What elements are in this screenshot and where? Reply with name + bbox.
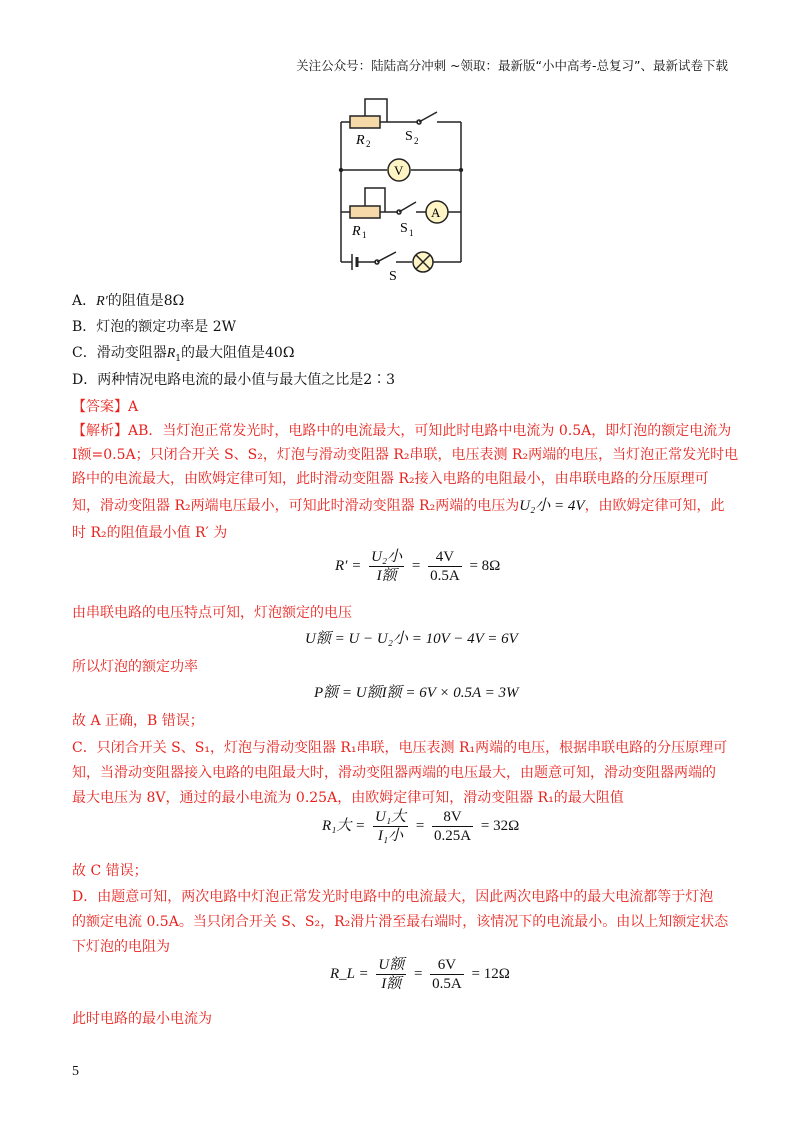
analysis-line-6: 由串联电路的电压特点可知，灯泡额定的电压: [72, 605, 352, 621]
formula-rl: R_L = $\frac{\text{U额}}{\text{I额}}$ = $\frac{6V}{0.5A}$ = 12Ω: [330, 957, 510, 992]
option-c: C．滑动变阻器$R_1$的最大阻值是40Ω: [72, 345, 295, 364]
analysis-line-5: 时 R₂的阻值最小值 R′ 为: [72, 525, 228, 541]
analysis-line-3: 路中的电流最大，由欧姆定律可知，此时滑动变阻器 R₂接入电路的电阻最小，由串联电路的分压原理可: [72, 471, 709, 487]
svg-text:S: S: [400, 221, 408, 236]
formula-r1-max: R₁大 = $\frac{\text{U₁大}}{\text{I₁小}}$ = $\frac{8V}{0.25A}$ = 32Ω: [322, 809, 520, 844]
svg-text:2: 2: [366, 139, 371, 149]
svg-text:R: R: [352, 224, 361, 239]
page-header: 关注公众号：陆陆高分冲刺 ~领取：最新版“小中高考-总复习”、最新试卷下载: [296, 58, 728, 73]
option-d: D．两种情况电路电流的最小值与最大值之比是2∶3: [72, 372, 396, 388]
analysis-c-4: 故 C 错误；: [72, 863, 148, 879]
svg-text:R: R: [356, 133, 365, 148]
analysis-c-3: 最大电压为 8V，通过的最小电流为 0.25A，由欧姆定律可知，滑动变阻器 R₁的最大阻值: [72, 790, 624, 806]
svg-text:1: 1: [362, 230, 367, 240]
resistor-r2: [350, 116, 380, 128]
analysis-line-1: 【解析】AB．当灯泡正常发光时，电路中的电流最大，可知此时电路中电流为 0.5A，即灯泡的额定电流为: [72, 423, 732, 439]
analysis-c-2: 知，当滑动变阻器接入电路的电阻最大时，滑动变阻器两端的电压最大，由题意可知，滑动变阻器两端的: [72, 765, 716, 781]
svg-text:S: S: [405, 129, 413, 144]
svg-text:V: V: [394, 163, 404, 178]
answer: 【答案】A: [72, 399, 139, 415]
svg-text:A: A: [431, 205, 441, 220]
analysis-d-2: 的额定电流 0.5A。当只闭合开关 S、S₂，R₂滑片滑至最右端时，该情况下的电流最小。由以上知额定状态: [72, 914, 729, 930]
svg-text:2: 2: [414, 136, 419, 146]
page-number: 5: [72, 1064, 79, 1079]
resistor-r1: [350, 206, 380, 218]
option-a: A．R′的阻值是8Ω: [72, 293, 185, 309]
circuit-diagram: [320, 90, 480, 284]
analysis-d-3: 下灯泡的电阻为: [72, 939, 170, 955]
option-b: B．灯泡的额定功率是 2W: [72, 319, 237, 335]
analysis-line-4: 知，滑动变阻器 R₂两端电压最小，可知此时滑动变阻器 R₂两端的电压为U₂小 = 4V，由欧姆定律可知，此: [72, 498, 725, 514]
analysis-line-8: 故 A 正确，B 错误；: [72, 713, 204, 729]
formula-power: P额 = U额I额 = 6V × 0.5A = 3W: [314, 685, 519, 701]
analysis-line-7: 所以灯泡的额定功率: [72, 659, 198, 675]
analysis-d-1: D．由题意可知，两次电路中灯泡正常发光时电路中的电流最大，因此两次电路中的最大电流都等于灯泡: [72, 889, 714, 905]
formula-voltage: U额 = U − U₂小 = 10V − 4V = 6V: [305, 631, 518, 647]
formula-r-prime: R′ = $\frac{\text{U₂小}}{\text{I额}}$ = $\frac{4V}{0.5A}$ = 8Ω: [335, 549, 501, 584]
svg-text:S: S: [389, 269, 397, 284]
analysis-d-4: 此时电路的最小电流为: [72, 1011, 212, 1027]
analysis-c-1: C．只闭合开关 S、S₁，灯泡与滑动变阻器 R₁串联，电压表测 R₁两端的电压，根据串联电路的分压原理可: [72, 740, 728, 756]
svg-text:1: 1: [409, 228, 414, 238]
analysis-line-2: I额=0.5A；只闭合开关 S、S₂，灯泡与滑动变阻器 R₂串联，电压表测 R₂两端的电压，当灯泡正常发光时电: [72, 447, 739, 463]
